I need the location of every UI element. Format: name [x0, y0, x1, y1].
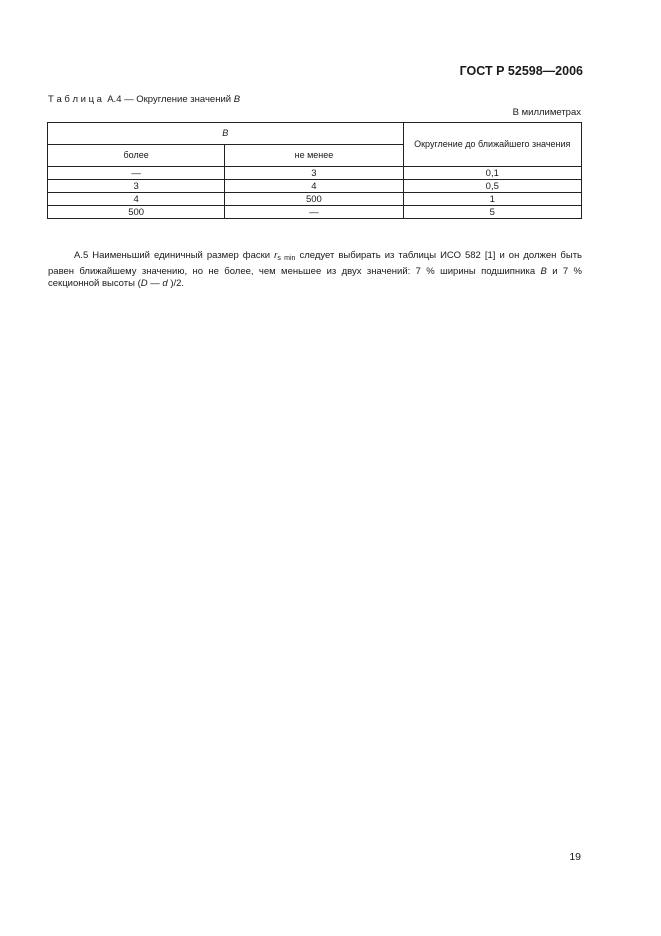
above-cell: 4	[48, 193, 225, 206]
above-cell: 500	[48, 206, 225, 219]
rounding-cell: 1	[403, 193, 581, 206]
rounding-cell: 5	[403, 206, 581, 219]
rounding-table	[47, 122, 582, 219]
above-cell: 3	[48, 180, 225, 193]
symbol-r: r	[274, 250, 278, 261]
rounding-cell: 0,5	[403, 180, 581, 193]
table-row	[48, 206, 582, 219]
not-less-cell: 3	[225, 167, 403, 180]
above-header-cell: более	[48, 145, 225, 167]
symbol-b: B	[540, 265, 547, 277]
table-row	[48, 193, 582, 206]
not-less-header-cell: не менее	[225, 145, 403, 167]
clause-text-part: А.5 Наименьший единичный размер фаски	[74, 250, 275, 261]
not-less-cell: 4	[225, 180, 403, 193]
table-caption	[48, 94, 240, 105]
rounding-cell: 0,1	[403, 167, 581, 180]
group-header-cell	[48, 123, 404, 145]
not-less-cell: —	[225, 206, 403, 219]
table-header-row	[48, 123, 582, 145]
clause-text-part: и 7 % секционной высоты (	[48, 265, 582, 289]
table-caption-text: Т а б л и ц а А.4 — Округление значений	[48, 94, 234, 105]
table-caption-symbol: B	[233, 94, 241, 105]
table-row	[48, 167, 582, 180]
symbol-d-upper: D	[140, 278, 148, 289]
page-number: 19	[569, 851, 581, 863]
document-code: ГОСТ Р 52598—2006	[459, 64, 583, 78]
table-row	[48, 180, 582, 193]
clause-a5	[48, 250, 582, 291]
group-header-symbol: B	[222, 128, 229, 138]
above-cell: —	[48, 167, 225, 180]
clause-a5-text	[48, 250, 582, 291]
clause-text-part: )/2.	[167, 278, 185, 289]
not-less-cell: 500	[225, 193, 403, 206]
clause-text-part: —	[147, 278, 163, 289]
symbol-d-lower: d	[162, 278, 168, 289]
table-units: В миллиметрах	[512, 107, 581, 118]
clause-text-part: следует выбирать из таблицы ИСО 582 [1] и он должен быть равен ближайшему значению, но не более, чем меньшее из двух значений: 7 % ширины подшипника	[48, 250, 583, 277]
rounding-header-cell: Округление до ближайшего значения	[403, 123, 581, 167]
subscript-s-min: s min	[277, 255, 296, 262]
